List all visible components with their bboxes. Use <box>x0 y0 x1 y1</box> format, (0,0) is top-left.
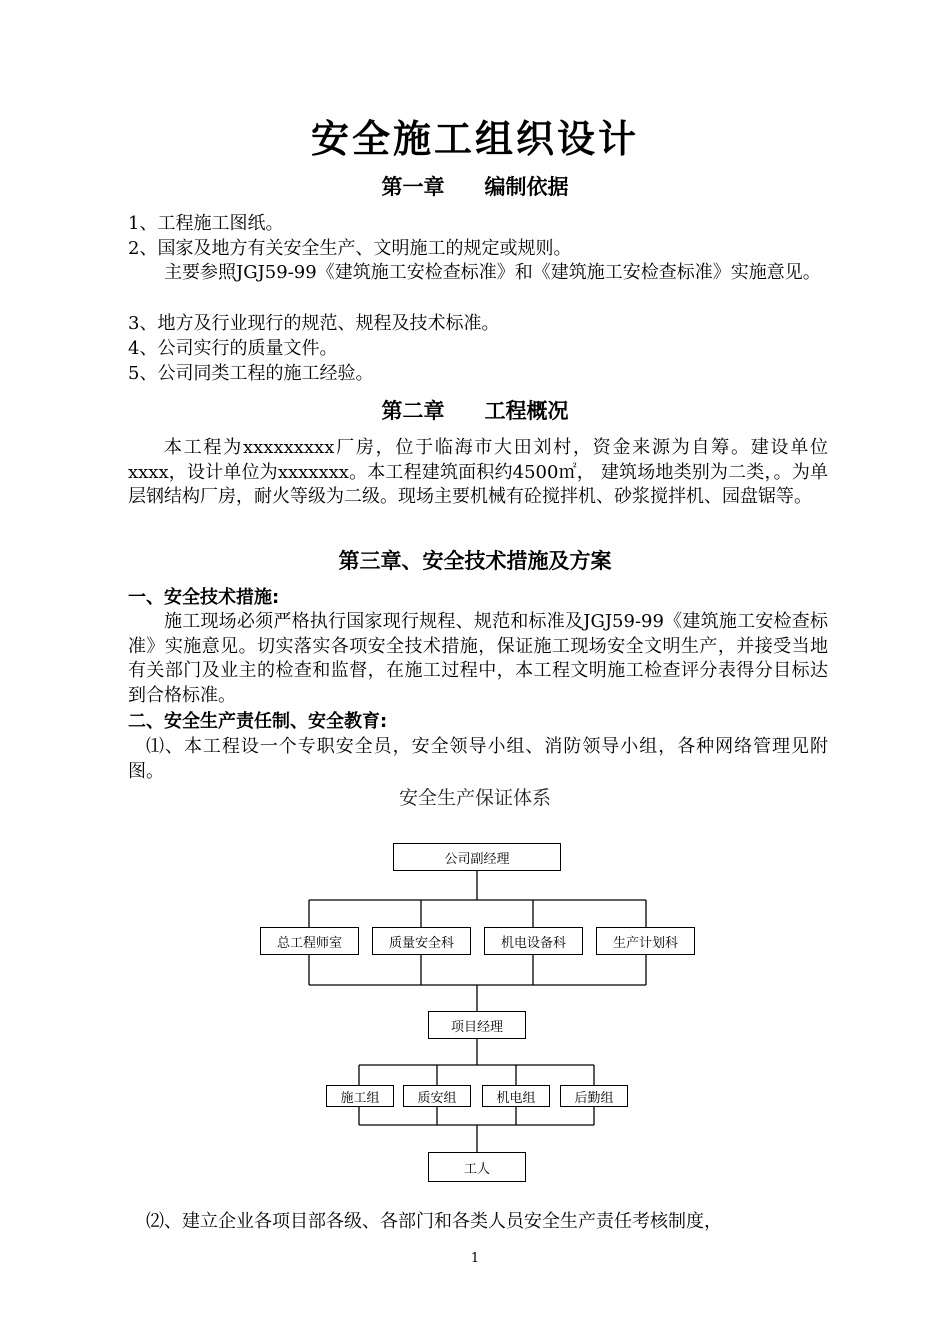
org-box-chief-engineer: 总工程师室 <box>260 927 359 955</box>
ch3-item-1: ⑴、本工程设一个专职安全员，安全领导小组、消防领导小组，各种网络管理见附图。 <box>128 736 828 782</box>
ch1-item-2-detail: 主要参照JGJ59-99《建筑施工安检查标准》和《建筑施工安检查标准》实施意见。 <box>164 262 821 283</box>
document-title: 安全施工组织设计 <box>310 117 639 161</box>
ch1-item-3: 3、地方及行业现行的规范、规程及技术标准。 <box>128 313 500 334</box>
ch1-item-1: 1、工程施工图纸。 <box>128 213 284 234</box>
ch2-paragraph: 本工程为xxxxxxxxx厂房，位于临海市大田刘村，资金来源为自筹。建设单位xxxx，设计单位为xxxxxxx。本工程建筑面积约4500㎡， 建筑场地类别为二类，。为单层钢结构厂房，耐火等级为二级。现场主要机械有砼搅拌机、砂浆搅拌机、园盘锯等。 <box>128 437 828 507</box>
org-box-deputy-manager: 公司副经理 <box>393 843 561 871</box>
org-box-planning: 生产计划科 <box>596 927 695 955</box>
ch3-section-1-heading: 一、安全技术措施: <box>128 587 280 608</box>
chapter-2-number: 第二章 <box>381 399 445 423</box>
org-box-project-manager: 项目经理 <box>428 1011 526 1039</box>
chapter-1-name: 编制依据 <box>484 175 569 199</box>
chapter-2-name: 工程概况 <box>484 399 569 423</box>
org-box-mechanical: 机电设备科 <box>484 927 583 955</box>
ch1-item-5: 5、公司同类工程的施工经验。 <box>128 363 374 384</box>
ch3-section-2-heading: 二、安全生产责任制、安全教育: <box>128 711 388 732</box>
org-chart-title: 安全生产保证体系 <box>398 787 551 809</box>
ch1-item-4: 4、公司实行的质量文件。 <box>128 338 338 359</box>
org-box-construction-team: 施工组 <box>326 1085 394 1107</box>
page-number: 1 <box>470 1251 480 1266</box>
org-box-mechanical-team: 机电组 <box>482 1085 550 1107</box>
ch1-item-2: 2、国家及地方有关安全生产、文明施工的规定或规则。 <box>128 238 572 259</box>
org-box-quality-team: 质安组 <box>403 1085 471 1107</box>
chapter-3-heading: 第三章、安全技术措施及方案 <box>338 549 612 573</box>
ch3-item-2: ⑵、建立企业各项目部各级、各部门和各类人员安全生产责任考核制度， <box>146 1211 722 1232</box>
ch3-section-1-paragraph: 施工现场必须严格执行国家现行规程、规范和标准及JGJ59-99《建筑施工安检查标准》实施意见。切实落实各项安全技术措施，保证施工现场安全文明生产，并接受当地有关部门及业主的检查和监督，在施工过程中，本工程文明施工检查评分表得分目标达到合格标准。 <box>128 611 828 706</box>
org-box-logistics-team: 后勤组 <box>560 1085 628 1107</box>
org-box-workers: 工人 <box>428 1152 526 1182</box>
chapter-1-number: 第一章 <box>381 175 445 199</box>
org-box-quality-safety: 质量安全科 <box>372 927 471 955</box>
